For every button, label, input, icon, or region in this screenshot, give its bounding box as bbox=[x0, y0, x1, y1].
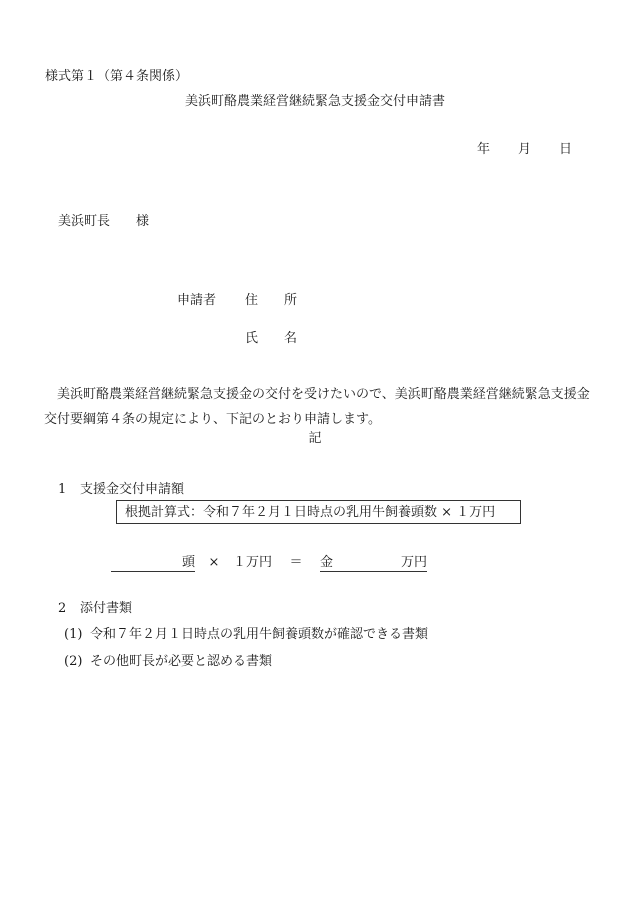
section1-title: 支援金交付申請額 bbox=[80, 482, 185, 497]
equals-sign: ＝ bbox=[289, 555, 303, 570]
date-month-label: 月 bbox=[517, 142, 531, 157]
section2-title: 添付書類 bbox=[80, 601, 133, 616]
form-number: 様式第１（第４条関係） bbox=[45, 69, 189, 84]
date-line bbox=[477, 143, 572, 156]
date-year-label: 年 bbox=[476, 142, 490, 157]
calculation-line bbox=[111, 556, 427, 572]
attachment-item: (1) 令和７年２月１日時点の乳用牛飼養頭数が確認できる書類 bbox=[64, 627, 429, 642]
formula-text: 根拠計算式：令和７年２月１日時点の乳用牛飼養頭数 × １万円 bbox=[125, 505, 496, 520]
section2-number: 2 bbox=[58, 601, 67, 616]
section1-heading bbox=[58, 483, 184, 496]
application-statement: 美浜町酪農業経営継続緊急支援金の交付を受けたいので、美浜町酪農業経営継続緊急支援金交付要綱第４条の規定により、下記のとおり申請します。 bbox=[44, 387, 590, 427]
addressee-name: 美浜町長 bbox=[58, 214, 111, 229]
ki-label: 記 bbox=[308, 431, 322, 446]
addressee-honorific: 様 bbox=[136, 214, 150, 229]
addressee bbox=[58, 215, 149, 228]
date-day-label: 日 bbox=[558, 142, 572, 157]
amount-blank: 金 万円 bbox=[320, 555, 428, 570]
document-title: 美浜町酪農業経営継続緊急支援金交付申請書 bbox=[184, 94, 445, 109]
applicant-label: 申請者 bbox=[177, 293, 217, 308]
times-sign: × bbox=[208, 555, 220, 570]
address-label: 住 所 bbox=[245, 293, 298, 308]
multiplier-value: １万円 bbox=[233, 555, 273, 570]
attachment-item: (2) その他町長が必要と認める書類 bbox=[64, 654, 273, 669]
formula-box bbox=[116, 500, 521, 524]
section2-heading bbox=[58, 602, 132, 615]
name-label: 氏 名 bbox=[245, 331, 298, 346]
head-count-blank: 頭 bbox=[111, 556, 195, 572]
section1-number: 1 bbox=[58, 482, 67, 497]
